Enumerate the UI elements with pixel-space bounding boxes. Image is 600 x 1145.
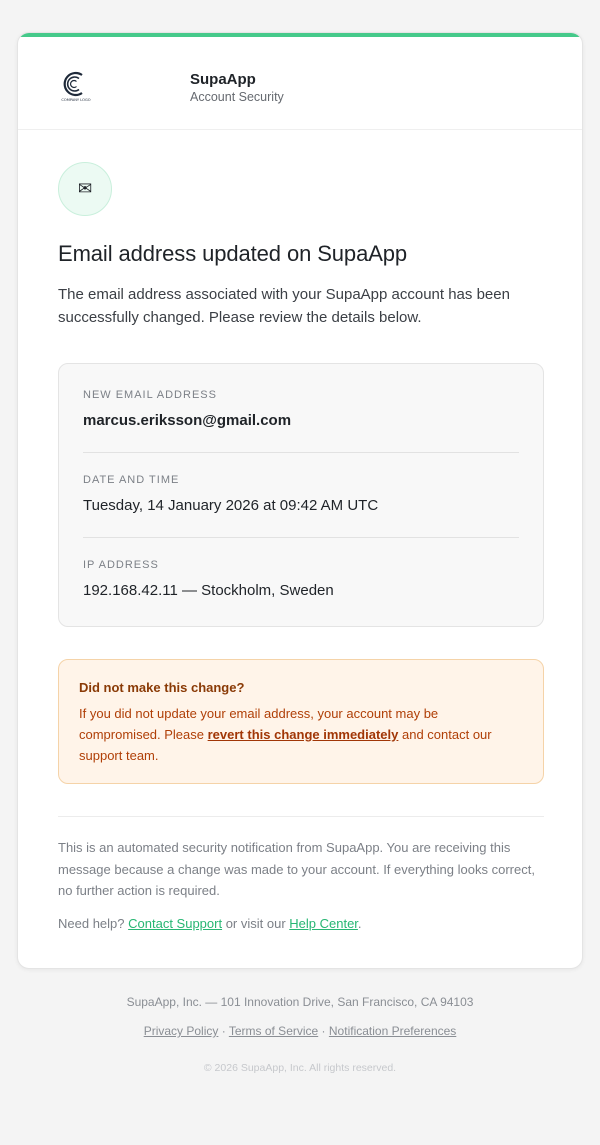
- terms-of-service-link[interactable]: Terms of Service: [228, 1024, 319, 1038]
- notification-preferences-link[interactable]: Notification Preferences: [328, 1024, 457, 1038]
- detail-value: marcus.eriksson@gmail.com: [83, 412, 292, 429]
- detail-label: IP ADDRESS: [83, 559, 159, 571]
- alert-title: Did not make this change?: [79, 680, 245, 695]
- help-line: [58, 916, 362, 931]
- detail-label: DATE AND TIME: [83, 474, 180, 486]
- email-title: Email address updated on SupaApp: [58, 241, 408, 266]
- detail-ip-address: [83, 559, 519, 599]
- privacy-policy-link[interactable]: Privacy Policy: [143, 1024, 219, 1038]
- help-prefix: Need help?: [58, 916, 129, 931]
- email-card: [17, 32, 583, 969]
- detail-new-email: [83, 389, 519, 429]
- footer-divider: [58, 816, 544, 817]
- detail-label: NEW EMAIL ADDRESS: [83, 389, 217, 401]
- company-logo: [58, 67, 94, 107]
- detail-value: Tuesday, 14 January 2026 at 09:42 AM UTC: [83, 497, 379, 514]
- brand-name: SupaApp: [190, 71, 256, 88]
- help-center-link[interactable]: Help Center: [289, 916, 358, 931]
- warning-alert: [58, 659, 544, 784]
- legal-separator: ·: [321, 1024, 326, 1038]
- intro-text: The email address associated with your SupaApp account has been successfully changed. Please review the details below.: [58, 286, 510, 326]
- alert-text: [79, 703, 523, 766]
- copyright: © 2026 SupaApp, Inc. All rights reserved.: [203, 1062, 397, 1074]
- legal-separator: ·: [221, 1024, 226, 1038]
- details-divider: [83, 537, 519, 538]
- brand-subtitle: Account Security: [190, 90, 284, 104]
- help-middle: or visit our: [222, 916, 290, 931]
- detail-value: 192.168.42.11 — Stockholm, Sweden: [83, 582, 334, 599]
- alert-text-after: and contact our support team.: [79, 727, 492, 763]
- legal-links: [0, 1024, 600, 1038]
- envelope-icon: ✉: [58, 162, 112, 216]
- details-divider: [83, 452, 519, 453]
- logo-text: COMPANY LOGO: [61, 98, 91, 102]
- details-box: [58, 363, 544, 627]
- alert-text-before: If you did not update your email address, your account may be compromised. Please: [79, 706, 439, 742]
- help-suffix: .: [357, 916, 362, 931]
- revert-change-link[interactable]: revert this change immediately: [207, 727, 399, 742]
- automated-notice: This is an automated security notification from SupaApp. You are receiving this message because a change was made to your account. If everything looks correct, no further action is required.: [58, 840, 535, 898]
- company-address: SupaApp, Inc. — 101 Innovation Drive, San Francisco, CA 94103: [126, 995, 474, 1009]
- email-header: [18, 37, 582, 130]
- detail-date-time: [83, 474, 519, 514]
- contact-support-link[interactable]: Contact Support: [128, 916, 223, 931]
